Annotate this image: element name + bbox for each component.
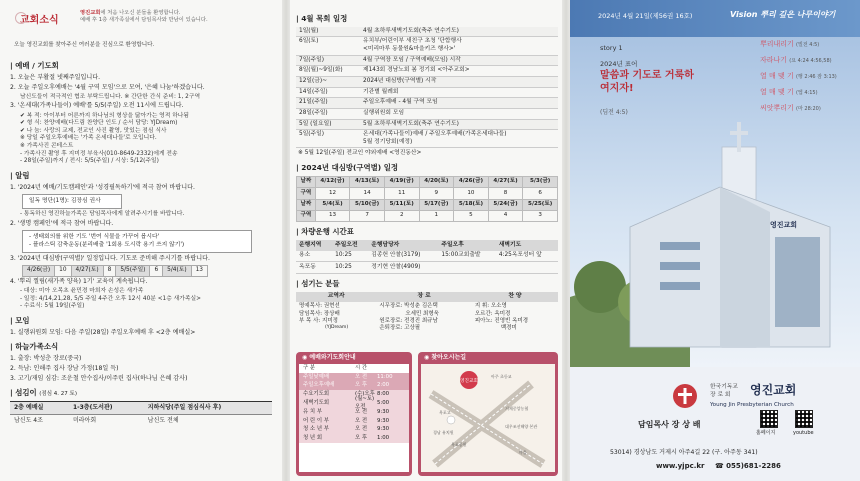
worship-time-period: 오 전 [355,417,368,424]
cross-icon [730,131,748,135]
map-label: 옥포공원 [451,442,467,447]
april-schedule-table [296,27,558,149]
worship-time-value: 9:30 [377,408,390,415]
serve-cell [472,302,558,333]
serve-line: 오르간: 옥미경 [474,310,511,317]
schedule-date: 8일(월)~9일(화) [296,66,360,77]
car-cell: 옥포동 [296,262,332,274]
visit-cell: 4/19(금) [384,176,419,187]
vision-item-title: 뿌리내리기 [760,40,794,48]
serve-line: 명예목사: 권현선 [299,303,340,310]
worship-time-row [299,426,409,435]
visit-cell: 6 [523,188,558,199]
schedule-event: 4월 구역장 모임 / 구역예배(모임) 시작 [360,55,558,66]
homepage-qr-label: 홈페이지 [756,430,776,436]
worship-time-name: 주일오후예배 [303,382,335,389]
intro-block [10,8,274,56]
notice-item-3: 3. '2024년 대심방(구역별)' 일정입니다. 기도로 준비해 주시기를 바랍니다. [10,255,210,263]
phone-number: ☎ 055)681-2286 [714,462,781,470]
schedule-row [296,98,558,109]
visit-date: 5/5(주일) [116,266,150,277]
vision-item [760,56,860,65]
car-table [296,240,558,274]
map-label: 경남 유치원 [433,430,454,435]
meal-col: 2층 예배실 [10,401,69,414]
notice-item-2: 2. '생명 캠페인'에 적극 참여 바랍니다. [10,220,114,228]
serve-cell [376,302,472,333]
cross-icon [737,122,741,152]
notice-heading: | 알림 [10,171,274,181]
car-col: 새벽기도 [496,240,558,251]
intro-welcome: 오늘 영진교회를 찾아주신 여러분을 진심으로 환영합니다. [14,42,155,48]
window-strip [660,282,700,290]
page-fold [282,0,290,481]
window-strip [660,262,700,270]
car-cell: 정기현 안찰(4909) [368,262,438,274]
serve-line: 오세민 최형욱 [405,310,439,317]
worship-time-value: 1:00 [377,435,390,442]
visit-row [297,199,558,210]
visit-group: 8 [103,266,116,277]
vision-item [760,40,860,49]
glass-facade [775,237,820,327]
sub-line: ※ 당일 주일오후예배는 '가족 온세대나들'로 모입니다. [20,135,157,142]
schedule-row [296,130,558,148]
visit-cell: 13 [315,210,350,221]
cover-page [570,0,860,481]
visit-label: 구역 [297,210,316,221]
schedule-date: 5일 (일요일) [296,119,360,130]
vision-item-ref: (요 4:24 4:56,58) [789,58,832,65]
visit-cell: 4/20(토) [419,176,454,187]
worship-time-value: 11:00 [377,373,393,380]
worship-time-row [299,417,409,426]
schedule-row [296,76,558,87]
car-col: 주일오전 [332,240,368,251]
church-name-en: Young Jin Presbyterian Church [710,402,794,408]
schedule-date: 21일(주일) [296,98,360,109]
visit-cell: 12 [315,188,350,199]
schedule-event: 유치부/어린이부 새친구 초청 '단합행사 <미리마루 동물원&마을키즈 행사>' [360,37,558,55]
reading-box: 일독 명단(1명): 김장심 권사 [22,194,122,210]
worship-item-1: 1. 오늘은 부활절 넷째주일입니다. [10,73,101,81]
worship-time-row [299,373,409,382]
serve-heading: | 섬기는 분들 [296,279,558,289]
car-col: 주일오후 [438,240,495,251]
visit-cell: 5/18(토) [454,199,489,210]
motto-title: 말씀과 기도로 거룩하여지자! [600,70,694,94]
visit-cell: 4/27(토) [488,176,523,187]
website-link[interactable]: www.yjpc.kr [656,462,705,470]
sub-line: - 일정: 4/14,21,28, 5/5 주일 4주간 오후 12시 40분 <1층 새가족실> [20,295,201,302]
visit-table [296,176,558,223]
visit-cell: 5/17(금) [419,199,454,210]
map-heading: ◉ 찾아오시는길 [424,354,467,361]
visit-cell: 8 [488,188,523,199]
vision-item-ref: (엡 4:15) [795,90,818,97]
visit-heading: | 2024년 대심방(구역별) 일정 [296,163,558,173]
denomination-line-2: 장 로 회 [710,391,731,398]
worship-time-period: (수)오후 [355,391,375,398]
worship-time-period: 오 전 [355,426,368,433]
car-cell: 4:25옥포성터 앞 [496,251,558,262]
visit-cell: 4/26(금) [454,176,489,187]
vision-item [760,72,860,81]
map-poi-icon [447,416,455,424]
schedule-event: 기관별 월례회 [360,87,558,98]
left-page [0,0,282,481]
visit-cell: 5/25(토) [523,199,558,210]
sub-line: - 대상: 미아 오목초 윤민경 마희자 손성은 새가족 [20,288,144,295]
worship-times-box [296,352,412,476]
intro-title: 교회소식 [20,15,59,26]
serve-table [296,292,558,334]
map-church-label: 영진교회 [459,379,479,384]
visit-cell: 4/13(토) [350,176,385,187]
family-item-2: 2. 득남: 인해주 집사 장남 가정(18일 득) [10,364,119,372]
visit-group: 10 [55,266,71,277]
visit-cell: 7 [350,210,385,221]
family-item-1: 1. 출장: 박성춘 장로(중국) [10,354,82,362]
april-heading: | 4월 목회 일정 [296,14,558,24]
visit-cell: 5/4(토) [315,199,350,210]
visit-cell: 1 [419,210,454,221]
car-cell: 용소 [296,251,332,262]
notice-item-4-sub [10,288,274,311]
worship-time-row [299,390,409,399]
sub-line: - 28일(주일)까지 / 전시: 5/5(주일) / 시상: 5/12(주일) [20,158,159,165]
visit-label: 날짜 [297,176,316,187]
car-col: 운행지역 [296,240,332,251]
worship-item-2-sub: 남신도들이 적극적인 협조 부탁드립니다. ※ 간단한 간식 준비: 1, 2구역 [20,93,201,100]
schedule-event: 주일오후예배 - 4월 구역 모임 [360,98,558,109]
schedule-row [296,108,558,119]
visit-row [297,176,558,187]
church-logo-icon [665,383,705,409]
worship-time-value: 2:00 [377,382,390,389]
meeting-item-1: 1. 실행위원회 모임: 다음 주일(28일) 주일오후예배 후 <2층 예배실> [10,328,196,336]
sub-line: ※ 가족사진 콘테스트 [20,143,74,150]
map-label: 마을 [519,450,527,455]
sub-line: ✔ 형 식: 찬양예배(다드림 찬양단 인도 / 순서 담당: YJDream) [20,120,178,127]
meal-cell: 미라아회 [69,414,144,426]
middle-page [290,0,562,481]
visit-cell: 5/11(토) [384,199,419,210]
worship-time-name: 청 소 년 부 [303,426,329,433]
sub-line: ✔ 나 눔: 사랑의 교제, 전교인 사진 촬영, 맛있는 점심 식사 [20,127,167,134]
worship-times-title: 예배와기도회안내 [309,354,356,361]
serve-line: 백경미 [500,325,517,332]
car-heading: | 차량운행 시간표 [296,227,558,237]
car-col: 운행담당자 [368,240,438,251]
intro-text-c: 예배 후 1층 새가족실에서 담임목사와 만남이 있습니다. [80,16,208,23]
visit-cell: 4/12(금) [315,176,350,187]
notice-item-1: 1. '2024년 예배/기도캠페인'과 '성경필독하기'에 적극 참여 바랍니다. [10,183,195,191]
sub-line: - 수료식: 5월 19일(주일) [20,303,85,310]
car-cell [496,262,558,274]
church-name: 영진교회 [750,383,797,397]
worship-time-value: 9:30 [377,426,390,433]
worship-time-name: 수요기도회 [303,391,330,398]
motto-ref: (딤전 4:5) [600,109,628,116]
vision-item-ref: (행 2:46 잠 3:13) [795,74,837,81]
cover-header [570,0,860,37]
denomination [710,384,738,399]
story-label: story 1 [600,44,623,52]
campaign-line-1: - 생태회의를 위한 기도 '번여 식물을 가꾸어 봅시다' [29,234,160,241]
map-box [418,352,558,476]
visit-cell: 9 [419,188,454,199]
serve-line: 부 목 사: 지미정 [299,317,338,324]
map-label: 대우조선해양 본관 [505,424,538,429]
worship-time-name: 주일낮예배 [303,373,330,380]
schedule-event: 2024년 대심방(구역별) 시작 [360,76,558,87]
worship-time-value: 8:00 [377,391,390,398]
schedule-row [296,119,558,130]
schedule-date: 1일(월) [296,27,360,37]
visit-row [297,210,558,221]
serve-line: 은퇴장로: 고상필 [379,325,421,332]
issue-date: 2024년 4월 21일(제56권 16호) [598,12,693,20]
vision-list [760,40,860,120]
serve-col: 장 로 [376,292,472,303]
visit-cell: 4 [488,210,523,221]
worship-time-period: 오 전 [355,408,368,415]
meal-col: 지하식당(주일 점심식사 후) [144,401,272,414]
youtube-qr-label: youtube [793,430,814,436]
denomination-line-1: 한국기독교 [710,384,738,390]
family-heading: | 하늘가족소식 [10,342,274,352]
vision-item-title: 열 매 맺 기 [760,72,794,81]
worship-time-row [299,434,409,443]
schedule-row [296,66,558,77]
meal-heading [10,388,274,398]
worship-time-name: 어 린 이 부 [303,417,329,424]
worship-time-name: 청 년 회 [303,435,323,442]
campaign-line-2: - 플라스틱 감축운동(분리배출 '1회용 도시락 용기 쓰지 않기') [29,241,185,248]
meeting-heading: | 모임 [10,316,274,326]
serve-line: 원로장로: 전경진 최규남 [379,317,438,324]
serve-line: 시무장로: 박성춘 김은택 [379,303,438,310]
schedule-event: 온세대(가족나들이)예배 / 주일오후예배(가족온세대나들) 5월 정기당회(예정) [360,130,558,148]
schedule-date: 7일(주일) [296,55,360,66]
worship-time-row [299,396,409,410]
homepage-qr-icon[interactable] [760,410,778,428]
car-cell [438,262,495,274]
visit-label: 날짜 [297,199,316,210]
intro-text-b: 에 처음 나오신 분들을 환영합니다. [100,10,181,16]
schedule-row [296,55,558,66]
serve-line: 지 휘: 오소영 [474,303,507,310]
map-label: 거제중앙농협 [505,406,529,411]
schedule-row [296,37,558,55]
youtube-qr-icon[interactable] [795,410,813,428]
worship-time-value: 9:30 [377,417,390,424]
visit-mini-table [22,265,208,277]
sub-line: - 가족사진 촬영 후 지미정 부육사(010-8649-2332)에게 전송 [20,150,178,157]
april-note: ※ 5월 12일(주일) 전교인 야외예배 <영진동산> [298,150,422,157]
worship-time-period: 오 후 [355,382,368,389]
map-label: 옥포고 [439,410,451,415]
schedule-date: 14일(주일) [296,87,360,98]
car-cell: 10:25 [332,251,368,262]
campaign-box [22,230,252,253]
church-wall [720,187,770,347]
worship-item-2: 2. 오늘 주일오후예배는 '4월 구역 모임'으로 모여, '은혜 나눔'하겠습니다. [10,83,205,91]
visit-group: 6 [150,266,163,277]
schedule-event: 4월 초하루새벽기도회(축주 연수기도) [360,27,558,37]
worship-heading: | 예배 / 기도회 [10,61,274,71]
intro-text [80,10,280,24]
worship-time-period: 시 간 [355,364,368,371]
worship-time-period: 오 전 [355,373,368,380]
worship-time-value: 5:00 [377,400,390,407]
serve-cell [296,302,376,333]
visit-cell: 11 [384,188,419,199]
serve-col: 찬 양 [472,292,558,303]
visit-cell: 5/24(금) [488,199,523,210]
schedule-date: 6일(토) [296,37,360,55]
schedule-date: 12일(금)~ [296,76,360,87]
worship-item-3: 3. '온세대(가족나들이) 예배'를 5/5(주일) 오전 11시에 드립니다. [10,102,184,110]
website-line [656,462,781,471]
notice-item-4: 4. '뿌리 찔림(새가족 양육) 1기' 교육이 계속됩니다. [10,278,148,286]
visit-cell: 10 [454,188,489,199]
address: 53014) 경상남도 거제시 아주4길 22 (구. 아주동 341) [610,449,758,456]
vision-item-title: 열 매 맺 기 [760,88,794,97]
vision-title: Vision 뿌리 깊은 나무이야기 [730,10,836,19]
worship-time-row [299,382,409,391]
schedule-event: 실행위원회 모임 [360,108,558,119]
schedule-date: 28일(주일) [296,108,360,119]
tree-icon [574,261,626,313]
vision-item [760,88,860,97]
visit-cell: 3 [523,210,558,221]
vision-item-title: 씨앗뿌리기 [760,104,794,113]
meal-sub: (점심 4. 27 토) [39,390,78,397]
visit-cell: 2 [384,210,419,221]
schedule-event: 제143회 경남노회 봄 정기회 <아주교회> [360,66,558,77]
meal-cell: 남신도 전체 [144,414,272,426]
page-fold [562,0,570,481]
schedule-row [296,87,558,98]
worship-times-list [299,364,409,472]
worship-time-row [299,364,409,373]
visit-date: 4/26(금) [23,266,55,277]
serve-line: 피아노: 진영빈 옥미경 [474,317,529,324]
location-map [421,364,555,472]
car-cell: 김종헌 안찰(3179) [368,251,438,262]
vision-item-ref: (마 28:20) [796,106,821,113]
vision-item [760,104,860,113]
worship-time-name: 새벽기도회 [303,400,330,407]
worship-time-name: 구 분 [303,364,316,371]
window-strip [660,242,700,250]
intro-church: 영진교회 [80,10,101,16]
sub-line: ✔ 복 적: 아이부터 어른까지 하나님의 형상을 닮아가는 영적 하나됨 [20,112,189,119]
visit-cell: 14 [350,188,385,199]
visit-row [297,188,558,199]
visit-group: 13 [191,266,207,277]
serve-line: (YJDream) [325,325,349,331]
car-cell: 15:00교회출발 [438,251,495,262]
worship-times-heading: ◉ 예배와기도회안내 [302,354,356,361]
visit-cell: 5/10(금) [350,199,385,210]
worship-item-3-sub [10,113,274,166]
visit-cell: 5/3(금) [523,176,558,187]
visit-date: 4/27(토) [71,266,103,277]
car-cell: 10:25 [332,262,368,274]
notice-item-1-sub: - 통독하신 영진하늘가족은 담임목사에게 알려주시기를 바랍니다. [20,211,185,218]
building-sign: 영진교회 [770,221,798,229]
map-title: 찾아오시는길 [431,354,467,361]
serve-col: 교역자 [296,292,376,303]
family-item-3: 3. 고기/재임 심감: 조운철 안수집사/이주린 집사(하나님 은혜 감사) [10,374,188,382]
meal-col: 1-3층(도서관) [69,401,144,414]
schedule-date: 5일(주일) [296,130,360,148]
vision-item-title: 자라나기 [760,56,788,65]
schedule-row [296,27,558,37]
worship-time-period: 오 후 [355,435,368,442]
meal-cell: 남신도 4조 [10,414,69,426]
meal-table [10,401,272,427]
motto-label: 2024년 표어 [600,60,638,68]
map-label: 아주 초등교 [491,374,512,379]
worship-time-row [299,408,409,417]
visit-label: 구역 [297,188,316,199]
serve-line: 담임목사: 장상배 [299,310,340,317]
worship-time-name: 유 치 부 [303,408,323,415]
meal-title: 섬김이 [15,387,37,397]
visit-date: 5/4(토) [163,266,191,277]
map-area[interactable] [421,364,555,472]
visit-cell: 5 [454,210,489,221]
worship-time-period: (월~토)오전 [355,396,375,410]
schedule-event: 5월 초하루새벽기도회(축주 연수기도) [360,119,558,130]
vision-item-ref: (빌전 4:5) [796,42,820,48]
pastor-name: 담임목사 장 상 배 [638,420,701,429]
